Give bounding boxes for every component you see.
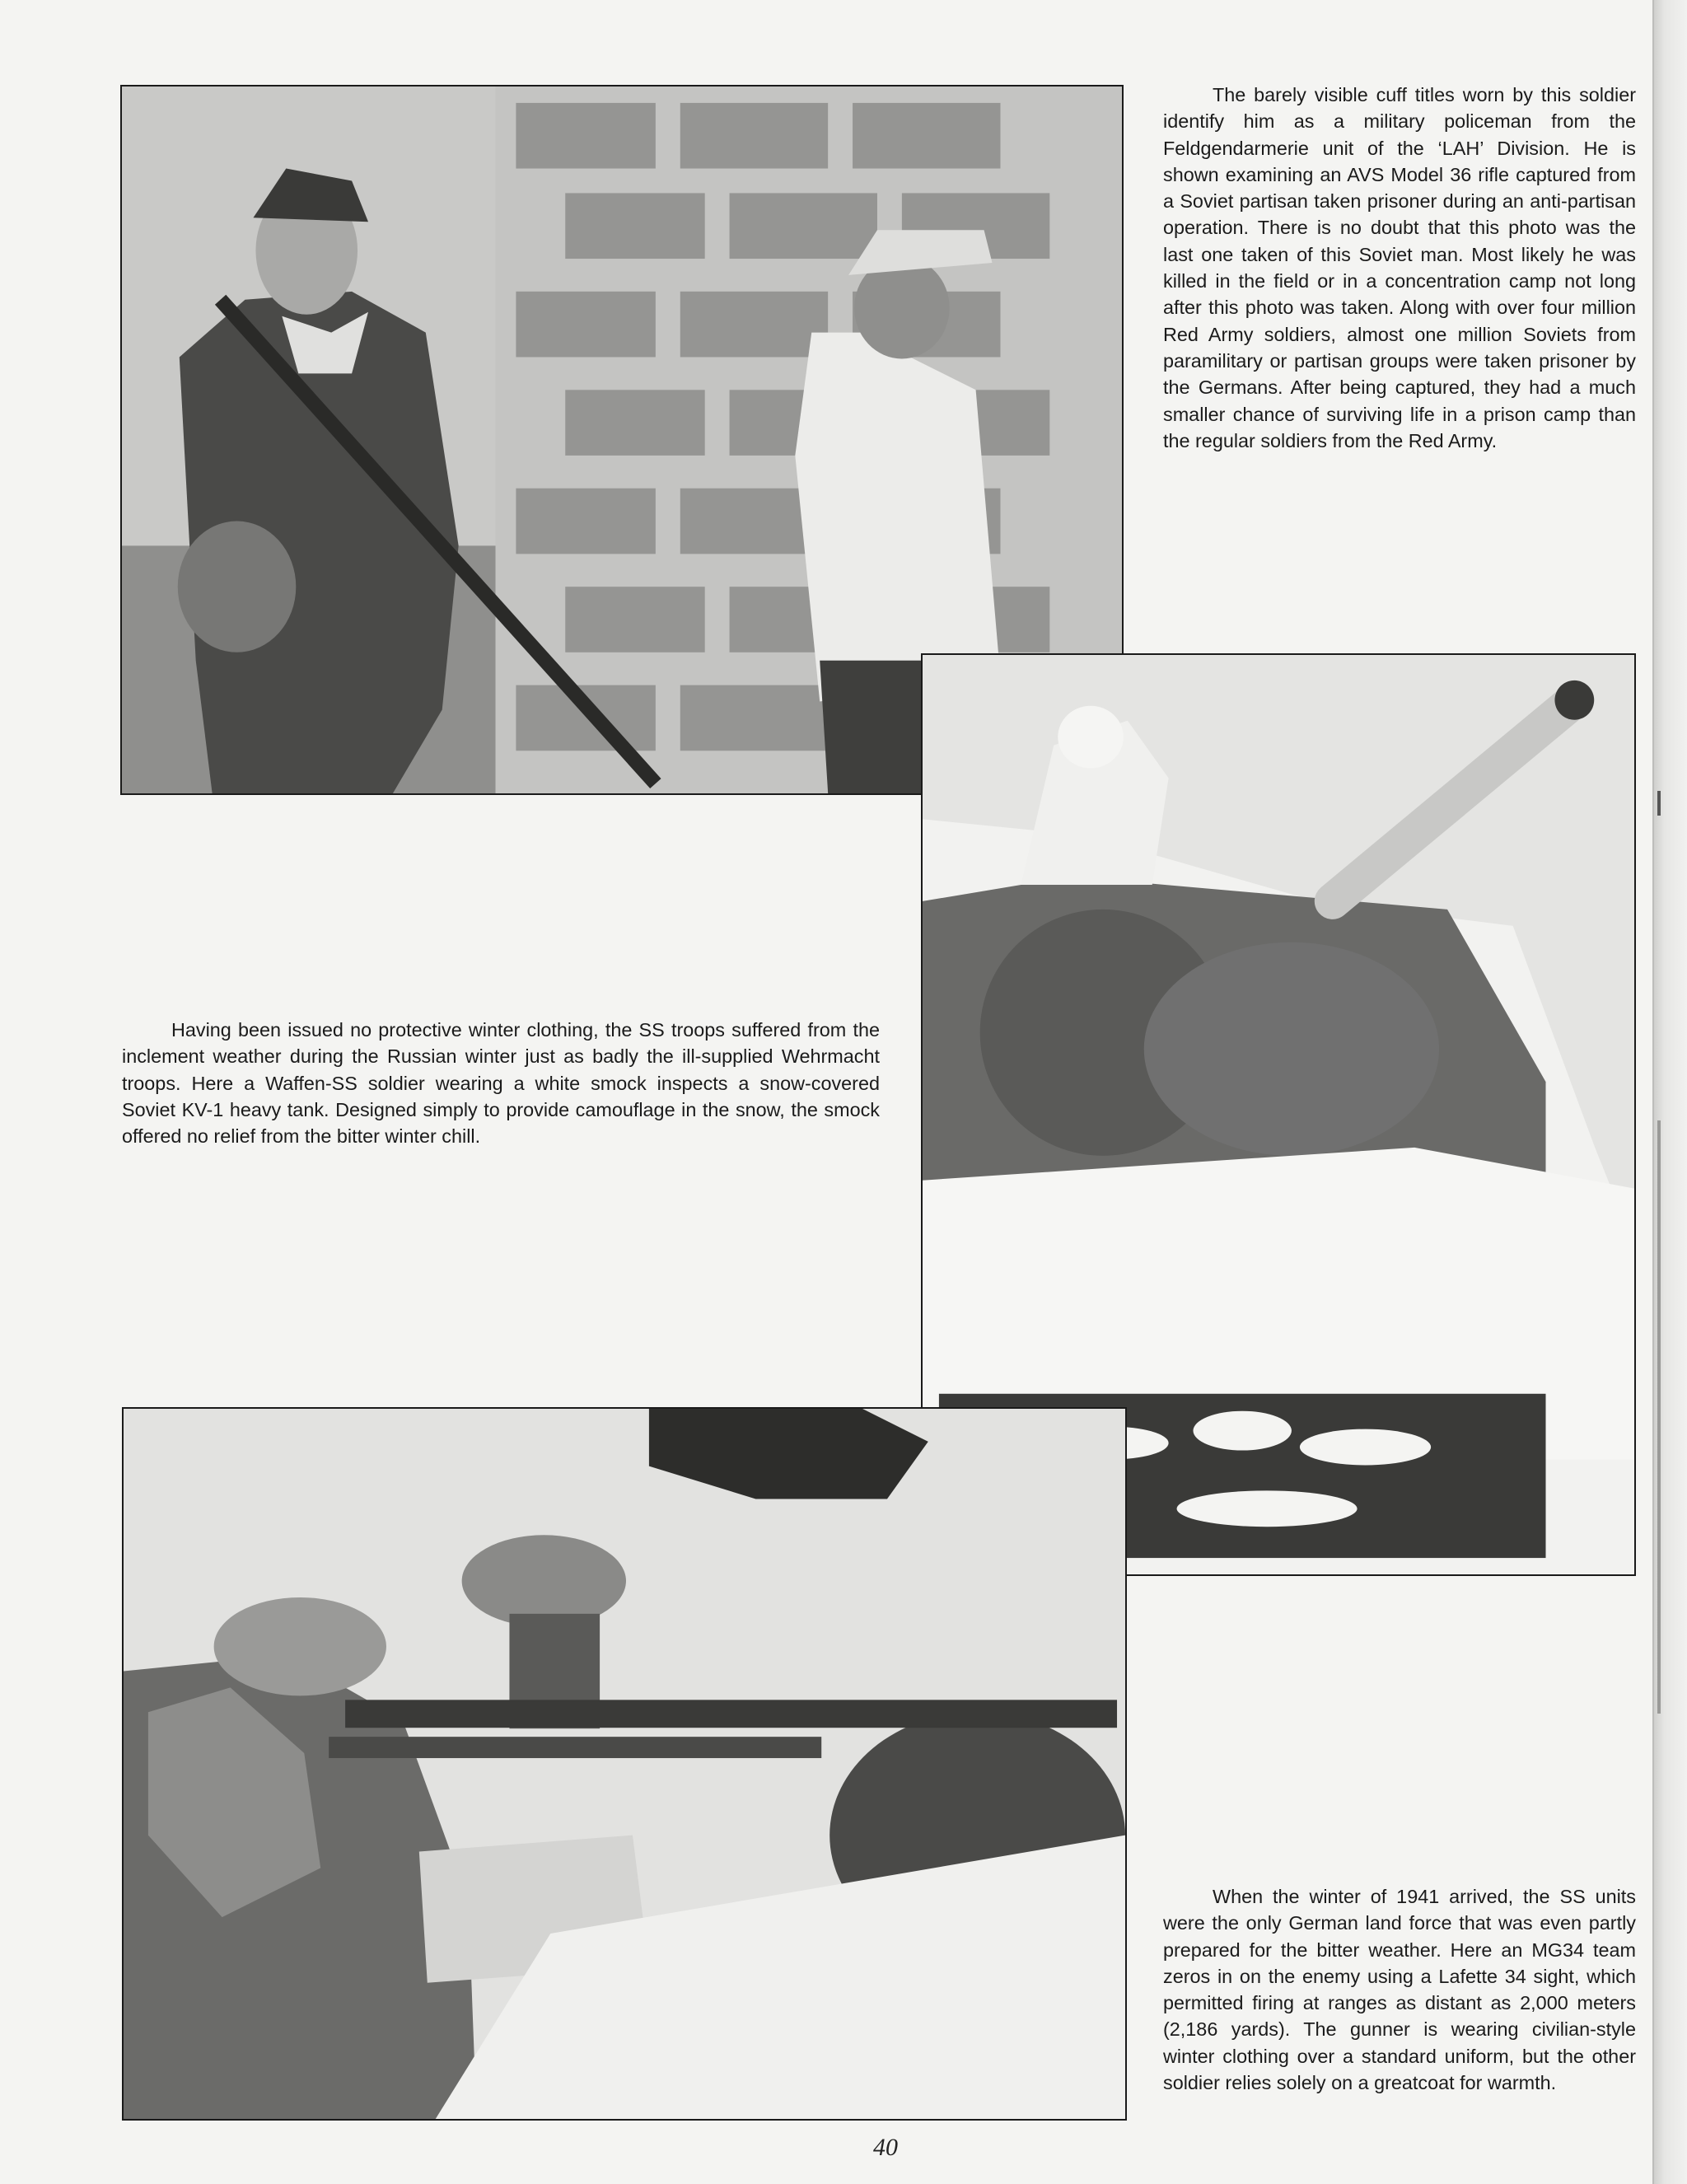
caption-military-police: The barely visible cuff titles worn by this soldier identify him as a military policeman from the Feldgendarmerie unit of the ‘LAH’ Division. He is shown examining an AVS Model 36 rifle captured from a Soviet partisan taken prisoner during an anti-partisan operation. There is no doubt that this photo was the last one taken of this Soviet man. Most likely he was killed in the field or in a concentration camp not long after this photo was taken. Along with over four million Red Army soldiers, almost one million Soviets from paramilitary or partisan groups were taken prisoner by the Germans. After being captured, they had a much smaller chance of surviving life in a prison camp than the regular soldiers from the Red Army. [1163, 84, 1636, 451]
caption-winter-tank: Having been issued no protective winter clothing, the SS troops suffered from the inclement weather during the Russian winter just as badly the ill-supplied Wehrmacht troops. Here a Waffen-SS soldier wearing a white smock inspects a snow-covered Soviet KV-1 heavy tank. Designed simply to provide camouflage in the snow, the smock offered no relief from the bitter winter chill. [122, 1019, 880, 1148]
caption-mg34-team: When the winter of 1941 arrived, the SS units were the only German land force that was even partly prepared for the bitter weather. Here an MG34 team zeros in on the enemy using a Lafette 34 sight, which permitted firing at ranges as distant as 2,000 meters (2,186 yards). The gunner is wearing civilian-style winter clothing over a standard uniform, but the other soldier relies solely on a greatcoat for warmth. [1163, 1886, 1636, 2094]
edge-mark [1657, 791, 1661, 816]
page-number: 40 [873, 2134, 898, 2161]
edge-mark [1657, 1120, 1661, 1714]
adjacent-page-edge [1652, 0, 1687, 2184]
photo-mg34-team [122, 1407, 1127, 2121]
